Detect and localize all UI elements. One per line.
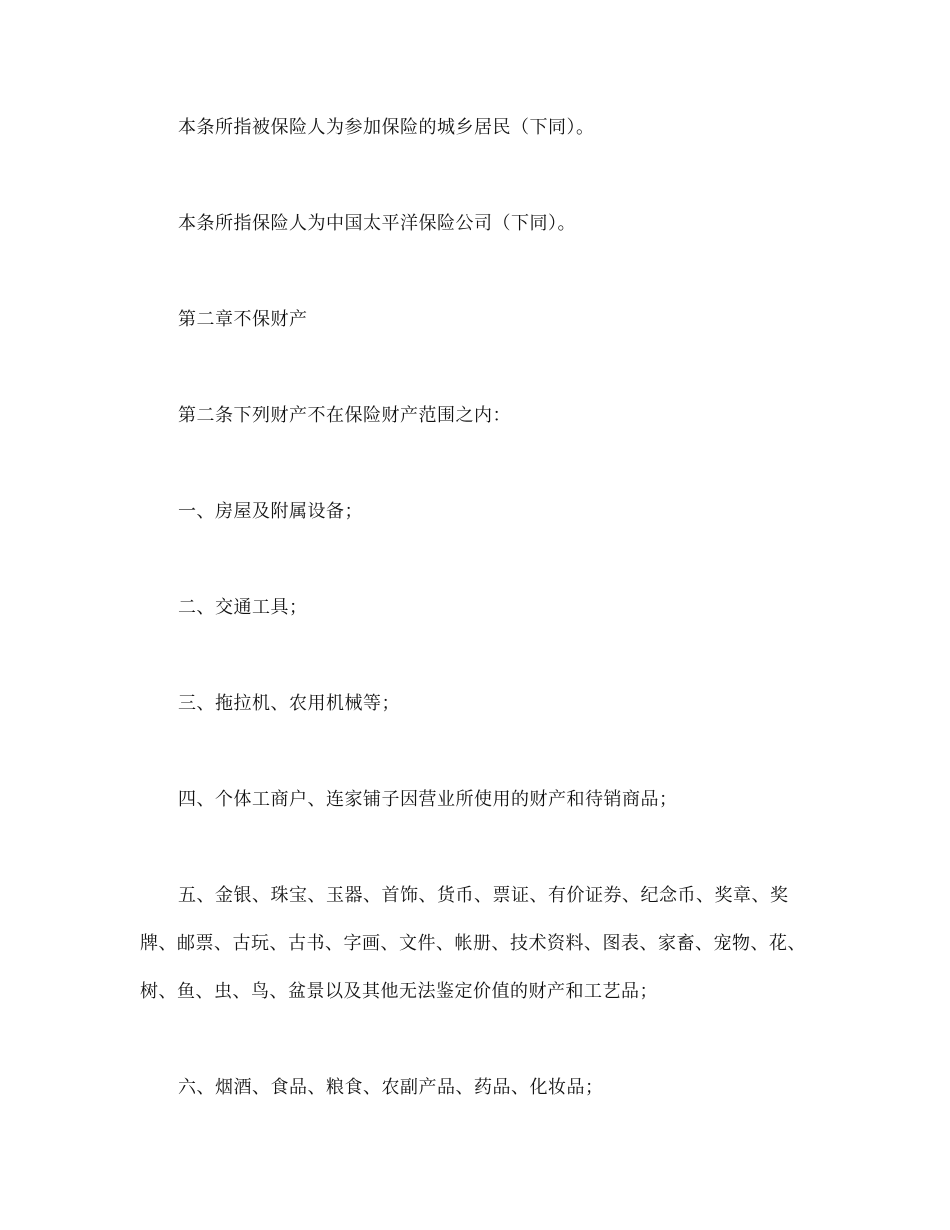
article-heading: 第二条下列财产不在保险财产范围之内： <box>178 405 511 426</box>
list-item: 五、金银、珠宝、玉器、首饰、货币、票证、有价证券、纪念币、奖章、奖牌、邮票、古玩、古书、字画、文件、帐册、技术资料、图表、家畜、宠物、花、树、鱼、虫、鸟、盆景以及其他无法鉴定价值的财产和工艺品； <box>140 885 806 1002</box>
list-item: 四、个体工商户、连家铺子因营业所使用的财产和待销商品； <box>178 789 678 810</box>
list-item: 二、交通工具； <box>178 597 308 618</box>
chapter-heading: 第二章不保财产 <box>178 309 308 330</box>
list-item: 一、房屋及附属设备； <box>178 501 363 522</box>
paragraph-insurer-definition: 本条所指保险人为中国太平洋保险公司（下同）。 <box>178 213 576 234</box>
paragraph-insured-definition: 本条所指被保险人为参加保险的城乡居民（下同）。 <box>178 117 595 138</box>
list-item: 六、烟酒、食品、粮食、农副产品、药品、化妆品； <box>178 1077 604 1098</box>
list-item: 三、拖拉机、农用机械等； <box>178 693 400 714</box>
